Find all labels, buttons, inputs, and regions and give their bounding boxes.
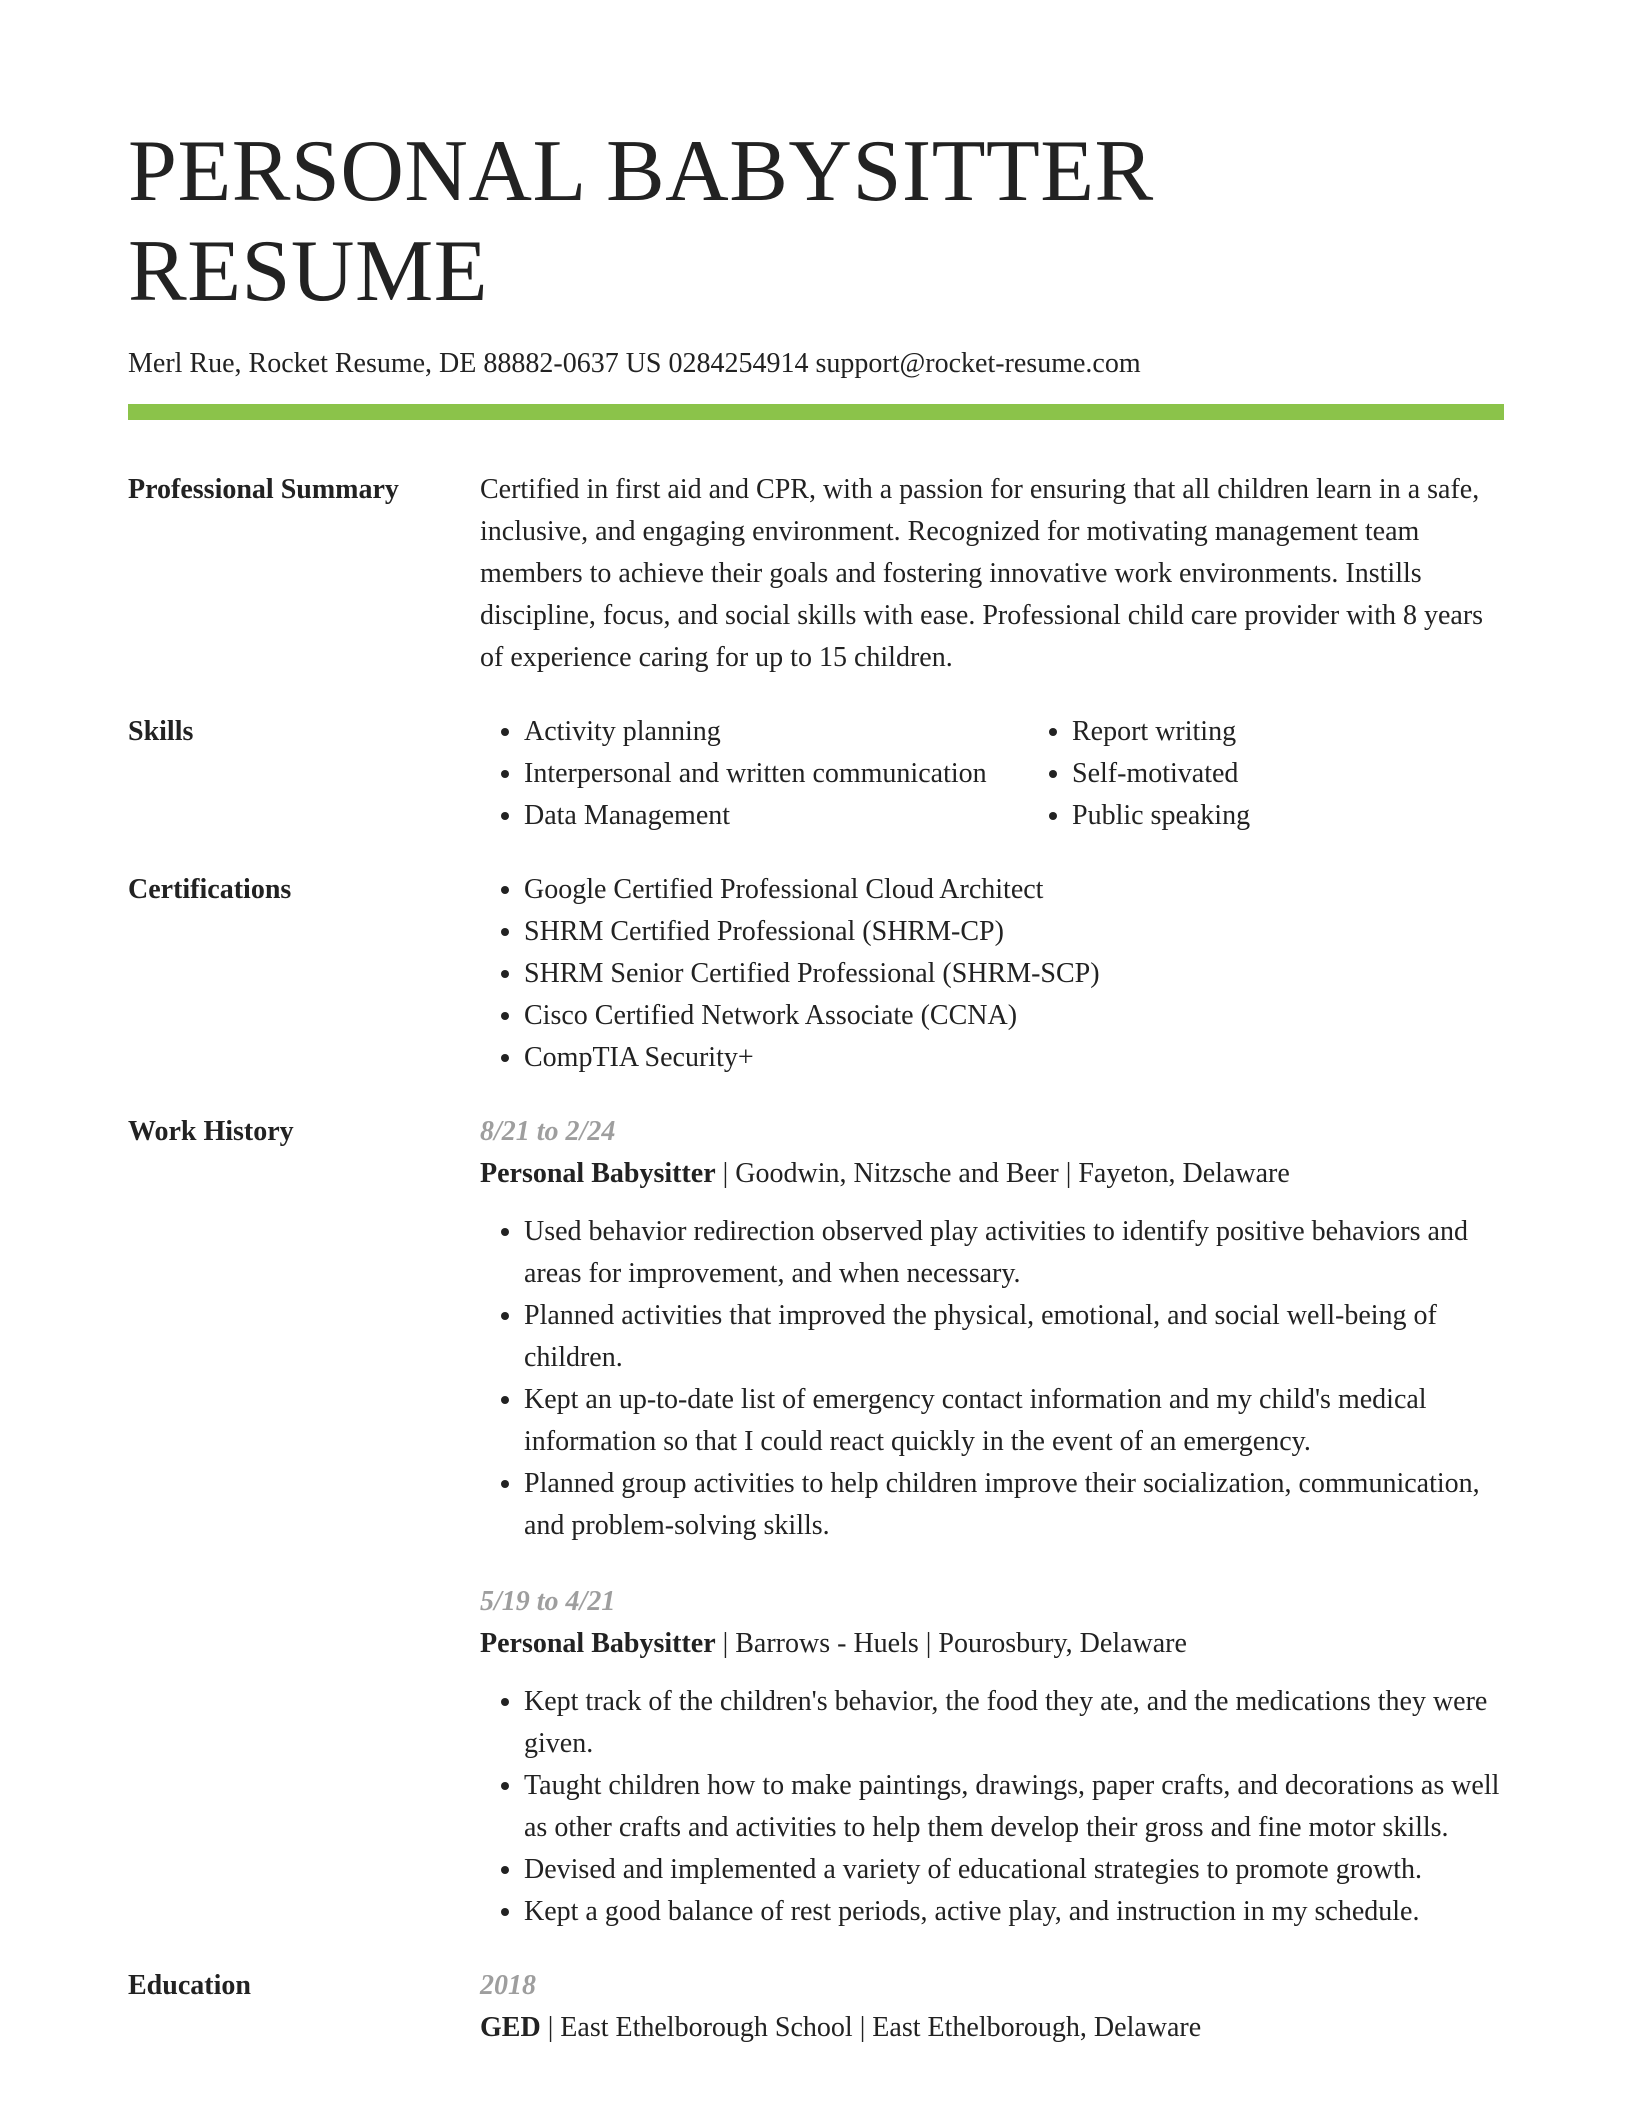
skill-item: • Public speaking [1072,795,1504,837]
job-bullet: • Kept track of the children's behavior, the food they ate, and the medications they were given. [524,1681,1504,1765]
skill-item: • Activity planning [524,711,1028,753]
skill-item: • Data Management [524,795,1028,837]
section-label-education: Education [128,1970,251,2001]
work-history-section [128,1111,1504,1933]
job-bullets [480,1681,1504,1933]
summary-text: Certified in first aid and CPR, with a passion for ensuring that all children learn in a safe, inclusive, and engaging environment. Recognized for motivating management team members to achieve their goals and fostering innovative work environments. Instills discipline, focus, and social skills with ease. Professional child care provider with 8 years of experience caring for up to 15 children. [480,474,1484,673]
education-content [480,1965,1504,2049]
job-details: | Barrows - Huels | Pourosbury, Delaware [715,1628,1187,1659]
job-dates: 5/19 to 4/21 [480,1586,616,1617]
summary-section [128,469,1504,679]
job-entry [480,1111,1504,1547]
skills-grid [480,711,1504,837]
certification-item: • SHRM Certified Professional (SHRM-CP) [524,911,1504,953]
certification-item: • Cisco Certified Network Associate (CCNA) [524,995,1504,1037]
job-title: Personal Babysitter [480,1158,716,1189]
job-title: Personal Babysitter [480,1628,716,1659]
education-details: | East Ethelborough School | East Ethelborough, Delaware [540,2012,1202,2043]
job-bullet: • Used behavior redirection observed play activities to identify positive behaviors and areas for improvement, and when necessary. [524,1211,1504,1295]
skill-item: • Self-motivated [1072,753,1504,795]
certification-item: • SHRM Senior Certified Professional (SHRM-SCP) [524,953,1504,995]
skills-column-2 [1028,711,1504,837]
section-label-skills: Skills [128,716,194,747]
header-divider [128,404,1504,420]
skills-section [128,711,1504,837]
job-bullet: • Devised and implemented a variety of educational strategies to promote growth. [524,1849,1504,1891]
work-history-content [480,1111,1504,1933]
job-details: | Goodwin, Nitzsche and Beer | Fayeton, Delaware [715,1158,1290,1189]
education-heading [480,2007,1504,2049]
job-bullet: • Kept a good balance of rest periods, active play, and instruction in my schedule. [524,1891,1504,1933]
section-label-summary: Professional Summary [128,474,399,505]
job-entry [480,1581,1504,1933]
job-bullets [480,1211,1504,1547]
skills-column-1 [480,711,1028,837]
education-year: 2018 [480,1970,536,2001]
education-degree: GED [480,2012,541,2043]
job-bullet: • Taught children how to make paintings, drawings, paper crafts, and decorations as well as other crafts and activities to help them develop their gross and fine motor skills. [524,1765,1504,1849]
skill-item: • Interpersonal and written communication [524,753,1028,795]
certifications-section [128,869,1504,1079]
job-bullet: • Planned activities that improved the physical, emotional, and social well-being of children. [524,1295,1504,1379]
section-label-certifications: Certifications [128,874,292,905]
resume-title: PERSONAL BABYSITTER RESUME [128,123,1154,320]
section-label-work-history: Work History [128,1116,294,1147]
skill-item: • Report writing [1072,711,1504,753]
job-heading [480,1623,1504,1665]
job-heading [480,1153,1504,1195]
certifications-list [480,869,1504,1079]
certification-item: • CompTIA Security+ [524,1037,1504,1079]
job-bullet: • Kept an up-to-date list of emergency contact information and my child's medical information so that I could react quickly in the event of an emergency. [524,1379,1504,1463]
job-dates: 8/21 to 2/24 [480,1116,616,1147]
education-section [128,1965,1504,2049]
certifications-content [480,869,1504,1079]
certification-item: • Google Certified Professional Cloud Architect [524,869,1504,911]
contact-line: Merl Rue, Rocket Resume, DE 88882-0637 US 0284254914 support@rocket-resume.com [128,348,1141,379]
job-bullet: • Planned group activities to help children improve their socialization, communication, and problem-solving skills. [524,1463,1504,1547]
